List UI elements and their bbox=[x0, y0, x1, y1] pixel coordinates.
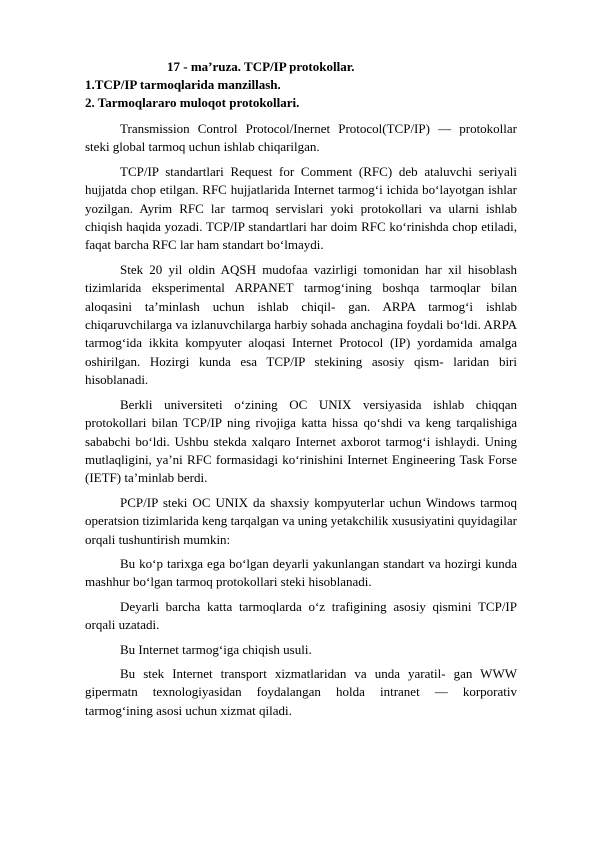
paragraph-2: TCP/IP standartlari Request for Comment (RFC) deb ataluvchi seriyali hujjatda chop etilgan. RFC hujjatlarida Internet tarmog‘i ichida bo‘layotgan ishlar yozilgan. Ayrim RFC lar tarmoq servislari yoki protokollari va ularni ishlab chiqish haqida yozadi. TCP/IP standartlari har doim RFC ko‘rinishda chop etiladi, faqat barcha RFC lar ham standart bo‘lmaydi. bbox=[85, 163, 517, 253]
paragraph-5: PCP/IP steki OC UNIX da shaxsiy kompyuterlar uchun Windows tarmoq operatsion tizimlarida keng tarqalgan va uning yetakchilik xususiyatini quyidagilar orqali tushuntirish mumkin: bbox=[85, 494, 517, 547]
section-heading-2: 2. Tarmoqlararo muloqot protokollari. bbox=[85, 95, 300, 110]
lecture-title: 17 - ma’ruza. TCP/IP protokollar. bbox=[167, 59, 355, 74]
paragraph-9: Bu stek Internet transport xizmatlaridan va unda yaratil- gan WWW gipermatn texnologiyasidan foydalangan holda intranet — korporativ tarmog‘ining asosi uchun xizmat qiladi. bbox=[85, 665, 517, 718]
paragraph-4: Berkli universiteti o‘zining OC UNIX versiyasida ishlab chiqqan protokollari bilan TCP/IP ning rivojiga katta hissa qo‘shdi va keng tarqalishiga sababchi bo‘ldi. Ushbu stekda xalqaro Internet axborot tarmog‘i ishlaydi. Uning mutlaqligini, ya’ni RFC formasidagi ko‘rinishini Internet Engineering Task Forse (IETF) ta’minlab berdi. bbox=[85, 396, 517, 486]
paragraph-3: Stek 20 yil oldin AQSH mudofaa vazirligi tomonidan har xil hisoblash tizimlarida eksperimental ARPANET tarmog‘ining boshqa tarmoqlar bilan aloqasini ta’minlash uchun ishlab chiqil- gan. ARPA tarmog‘i ishlab chiqaruvchilarga va izlanuvchilarga harbiy sohada anchagina foydali bo‘ldi. ARPA tarmog‘ida ikkita kompyuter aloqasi Internet Protocol (IP) yordamida amalga oshirilgan. Hozirgi kunda esa TCP/IP stekining asosiy qism- laridan biri hisoblanadi. bbox=[85, 261, 517, 388]
paragraph-8: Bu Internet tarmog‘iga chiqish usuli. bbox=[120, 641, 312, 657]
document-body bbox=[85, 120, 517, 726]
paragraph-1: Transmission Control Protocol/Inernet Protocol(TCP/IP) — protokollar steki global tarmoq uchun ishlab chiqarilgan. bbox=[85, 121, 517, 155]
paragraph-6: Bu ko‘p tarixga ega bo‘lgan deyarli yakunlangan standart va hozirgi kunda mashhur bo‘lgan tarmoq protokollari steki hisoblanadi. bbox=[85, 555, 517, 590]
paragraph-7: Deyarli barcha katta tarmoqlarda o‘z trafigining asosiy qismini TCP/IP orqali uzatadi. bbox=[85, 598, 517, 633]
section-heading-1: 1.TCP/IP tarmoqlarida manzillash. bbox=[85, 77, 281, 92]
